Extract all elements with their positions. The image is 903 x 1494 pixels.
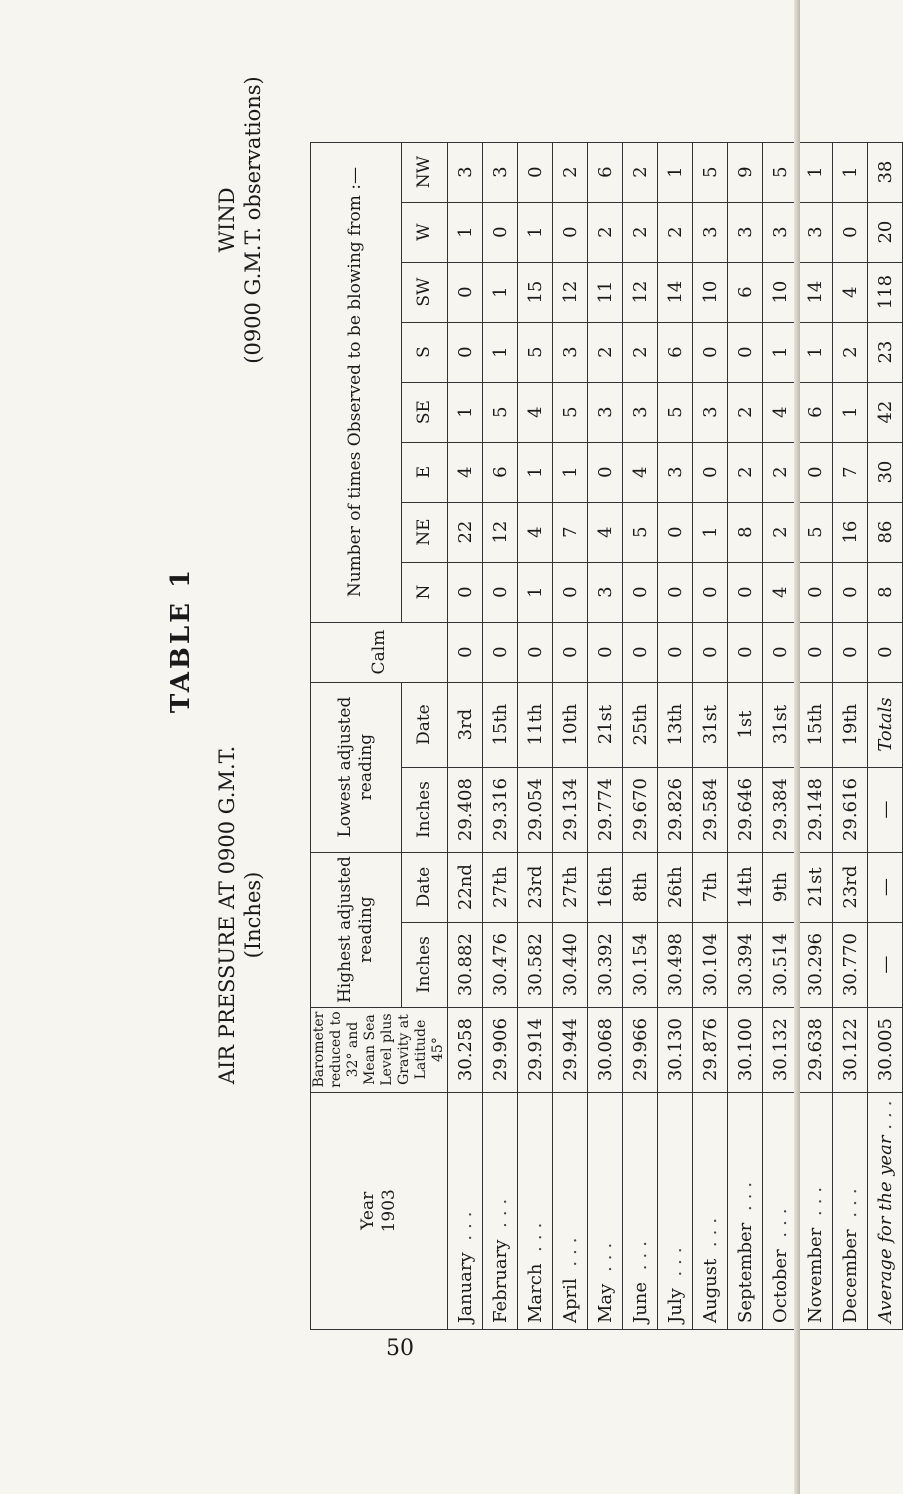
- cell-low-date: 31st: [763, 682, 798, 767]
- average-label: Average for the year ...: [868, 1092, 903, 1329]
- dir-nw-header: NW: [401, 142, 447, 202]
- cell-barometer: 29.638: [798, 1007, 833, 1092]
- cell-calm: 0: [658, 622, 693, 682]
- cell-s: 2: [833, 322, 868, 382]
- average-ne: 86: [868, 502, 903, 562]
- cell-n: 0: [483, 562, 518, 622]
- wind-count-header: Number of times Observed to be blowing from :—: [311, 142, 402, 622]
- cell-w: 0: [833, 202, 868, 262]
- cell-se: 5: [553, 382, 588, 442]
- cell-high-date: 16th: [588, 852, 623, 922]
- cell-low-inches: 29.316: [483, 767, 518, 852]
- table-row: [763, 142, 798, 1329]
- cell-sw: 14: [798, 262, 833, 322]
- cell-s: 3: [553, 322, 588, 382]
- cell-high-inches: 30.514: [763, 922, 798, 1007]
- cell-s: 0: [728, 322, 763, 382]
- cell-se: 3: [623, 382, 658, 442]
- cell-high-inches: 30.104: [693, 922, 728, 1007]
- average-s: 23: [868, 322, 903, 382]
- wind-subtitle: (0900 G.M.T. observations): [241, 76, 265, 364]
- cell-n: 0: [448, 562, 483, 622]
- cell-high-date: 27th: [553, 852, 588, 922]
- air-pressure-units: (Inches): [241, 871, 265, 959]
- month-cell: January ...: [448, 1092, 483, 1329]
- cell-se: 2: [728, 382, 763, 442]
- cell-s: 6: [658, 322, 693, 382]
- cell-w: 3: [763, 202, 798, 262]
- cell-low-inches: 29.054: [518, 767, 553, 852]
- cell-se: 4: [763, 382, 798, 442]
- cell-sw: 10: [693, 262, 728, 322]
- cell-calm: 0: [763, 622, 798, 682]
- cell-calm: 0: [553, 622, 588, 682]
- cell-n: 0: [658, 562, 693, 622]
- highest-date-header: Date: [401, 852, 447, 922]
- table-row: [658, 142, 693, 1329]
- cell-high-date: 9th: [763, 852, 798, 922]
- cell-low-date: 13th: [658, 682, 693, 767]
- cell-se: 3: [693, 382, 728, 442]
- cell-barometer: 30.068: [588, 1007, 623, 1092]
- cell-barometer: 29.966: [623, 1007, 658, 1092]
- cell-se: 1: [448, 382, 483, 442]
- cell-e: 4: [623, 442, 658, 502]
- cell-e: 7: [833, 442, 868, 502]
- table-caption: [160, 0, 300, 1330]
- month-name: November: [804, 1227, 826, 1323]
- cell-barometer: 29.906: [483, 1007, 518, 1092]
- month-cell: March ...: [518, 1092, 553, 1329]
- month-name: January: [454, 1252, 476, 1323]
- cell-calm: 0: [623, 622, 658, 682]
- month-cell: June ...: [623, 1092, 658, 1329]
- cell-nw: 1: [798, 142, 833, 202]
- cell-low-date: 10th: [553, 682, 588, 767]
- cell-sw: 4: [833, 262, 868, 322]
- cell-high-inches: 30.440: [553, 922, 588, 1007]
- cell-high-date: 26th: [658, 852, 693, 922]
- cell-low-date: 25th: [623, 682, 658, 767]
- cell-n: 0: [693, 562, 728, 622]
- cell-barometer: 30.130: [658, 1007, 693, 1092]
- cell-calm: 0: [518, 622, 553, 682]
- cell-sw: 12: [553, 262, 588, 322]
- cell-low-date: 19th: [833, 682, 868, 767]
- page-edge-shadow: [794, 0, 800, 1494]
- cell-w: 3: [798, 202, 833, 262]
- cell-se: 6: [798, 382, 833, 442]
- cell-barometer: 30.122: [833, 1007, 868, 1092]
- cell-sw: 6: [728, 262, 763, 322]
- cell-low-date: 31st: [693, 682, 728, 767]
- cell-s: 5: [518, 322, 553, 382]
- cell-se: 5: [658, 382, 693, 442]
- cell-e: 0: [588, 442, 623, 502]
- highest-inches-header: Inches: [401, 922, 447, 1007]
- dir-sw-header: SW: [401, 262, 447, 322]
- cell-n: 4: [763, 562, 798, 622]
- cell-calm: 0: [728, 622, 763, 682]
- cell-low-date: 3rd: [448, 682, 483, 767]
- month-name: October: [769, 1249, 791, 1323]
- table-row: [483, 142, 518, 1329]
- average-nw: 38: [868, 142, 903, 202]
- cell-low-inches: 29.408: [448, 767, 483, 852]
- cell-ne: 5: [798, 502, 833, 562]
- cell-calm: 0: [693, 622, 728, 682]
- month-cell: October ...: [763, 1092, 798, 1329]
- cell-se: 1: [833, 382, 868, 442]
- cell-low-inches: 29.584: [693, 767, 728, 852]
- cell-high-inches: 30.394: [728, 922, 763, 1007]
- cell-nw: 9: [728, 142, 763, 202]
- cell-nw: 6: [588, 142, 623, 202]
- average-barometer: 30.005: [868, 1007, 903, 1092]
- cell-calm: 0: [448, 622, 483, 682]
- cell-low-date: 21st: [588, 682, 623, 767]
- cell-ne: 8: [728, 502, 763, 562]
- average-n: 8: [868, 562, 903, 622]
- dir-ne-header: NE: [401, 502, 447, 562]
- cell-ne: 22: [448, 502, 483, 562]
- month-name: July: [664, 1288, 686, 1323]
- cell-barometer: 29.876: [693, 1007, 728, 1092]
- average-label-text: Average for the year: [874, 1135, 896, 1323]
- air-pressure-title: AIR PRESSURE AT 0900 G.M.T.: [215, 745, 239, 1085]
- cell-s: 1: [763, 322, 798, 382]
- cell-low-date: 15th: [798, 682, 833, 767]
- cell-calm: 0: [798, 622, 833, 682]
- cell-low-inches: 29.616: [833, 767, 868, 852]
- air-pressure-title-block: [214, 675, 266, 1155]
- lowest-header: Lowest adjusted reading: [311, 682, 402, 852]
- average-high-inches: —: [868, 922, 903, 1007]
- cell-nw: 5: [763, 142, 798, 202]
- year-header: [311, 1092, 448, 1329]
- table-title: TABLE 1: [166, 566, 196, 714]
- table-row: [833, 142, 868, 1329]
- cell-high-inches: 30.498: [658, 922, 693, 1007]
- weather-table: [310, 142, 903, 1330]
- average-w: 20: [868, 202, 903, 262]
- table-row: [588, 142, 623, 1329]
- cell-se: 5: [483, 382, 518, 442]
- table-row: [798, 142, 833, 1329]
- cell-s: 1: [483, 322, 518, 382]
- table-row: [448, 142, 483, 1329]
- month-name: June: [629, 1281, 651, 1323]
- cell-high-date: 21st: [798, 852, 833, 922]
- cell-high-inches: 30.296: [798, 922, 833, 1007]
- month-name: May: [594, 1283, 616, 1323]
- month-name: September: [734, 1222, 756, 1323]
- cell-n: 0: [833, 562, 868, 622]
- month-name: March: [524, 1263, 546, 1323]
- cell-n: 1: [518, 562, 553, 622]
- cell-ne: 5: [623, 502, 658, 562]
- cell-e: 3: [658, 442, 693, 502]
- cell-nw: 2: [623, 142, 658, 202]
- table-row: [518, 142, 553, 1329]
- cell-high-date: 23rd: [833, 852, 868, 922]
- highest-header: Highest adjusted reading: [311, 852, 402, 1007]
- cell-high-date: 22nd: [448, 852, 483, 922]
- cell-sw: 10: [763, 262, 798, 322]
- cell-w: 2: [658, 202, 693, 262]
- cell-ne: 7: [553, 502, 588, 562]
- cell-ne: 1: [693, 502, 728, 562]
- month-cell: May ...: [588, 1092, 623, 1329]
- table-body: [448, 142, 903, 1329]
- year-value: 1903: [379, 1189, 399, 1233]
- cell-barometer: 30.258: [448, 1007, 483, 1092]
- dir-w-header: W: [401, 202, 447, 262]
- page-number: 50: [386, 1336, 414, 1361]
- cell-low-inches: 29.646: [728, 767, 763, 852]
- dir-se-header: SE: [401, 382, 447, 442]
- cell-s: 2: [623, 322, 658, 382]
- rotated-table-region: [160, 0, 896, 1330]
- cell-n: 0: [623, 562, 658, 622]
- cell-se: 3: [588, 382, 623, 442]
- cell-n: 0: [728, 562, 763, 622]
- month-name: February: [489, 1239, 511, 1323]
- cell-e: 0: [693, 442, 728, 502]
- lowest-date-header: Date: [401, 682, 447, 767]
- cell-high-date: 14th: [728, 852, 763, 922]
- cell-calm: 0: [588, 622, 623, 682]
- average-low-inches: —: [868, 767, 903, 852]
- dir-s-header: S: [401, 322, 447, 382]
- cell-s: 1: [798, 322, 833, 382]
- cell-ne: 2: [763, 502, 798, 562]
- cell-n: 0: [553, 562, 588, 622]
- cell-high-date: 27th: [483, 852, 518, 922]
- cell-nw: 1: [833, 142, 868, 202]
- table-row: [553, 142, 588, 1329]
- cell-low-inches: 29.148: [798, 767, 833, 852]
- cell-s: 2: [588, 322, 623, 382]
- barometer-header: Barometer reduced to 32° and Mean Sea Level plus Gravity at Latitude 45°: [311, 1007, 448, 1092]
- cell-high-inches: 30.770: [833, 922, 868, 1007]
- cell-high-date: 23rd: [518, 852, 553, 922]
- average-high-date: —: [868, 852, 903, 922]
- cell-w: 0: [553, 202, 588, 262]
- cell-high-inches: 30.392: [588, 922, 623, 1007]
- average-se: 42: [868, 382, 903, 442]
- cell-n: 3: [588, 562, 623, 622]
- cell-e: 1: [553, 442, 588, 502]
- cell-sw: 11: [588, 262, 623, 322]
- cell-sw: 12: [623, 262, 658, 322]
- cell-ne: 0: [658, 502, 693, 562]
- cell-ne: 4: [588, 502, 623, 562]
- cell-ne: 12: [483, 502, 518, 562]
- cell-sw: 0: [448, 262, 483, 322]
- cell-sw: 14: [658, 262, 693, 322]
- month-cell: July ...: [658, 1092, 693, 1329]
- cell-low-inches: 29.774: [588, 767, 623, 852]
- cell-high-inches: 30.582: [518, 922, 553, 1007]
- cell-calm: 0: [483, 622, 518, 682]
- cell-sw: 15: [518, 262, 553, 322]
- average-calm: 0: [868, 622, 903, 682]
- average-e: 30: [868, 442, 903, 502]
- cell-high-inches: 30.882: [448, 922, 483, 1007]
- cell-w: 1: [518, 202, 553, 262]
- cell-e: 1: [518, 442, 553, 502]
- cell-e: 2: [728, 442, 763, 502]
- cell-low-date: 1st: [728, 682, 763, 767]
- cell-e: 0: [798, 442, 833, 502]
- cell-se: 4: [518, 382, 553, 442]
- cell-low-inches: 29.826: [658, 767, 693, 852]
- cell-high-inches: 30.476: [483, 922, 518, 1007]
- cell-high-inches: 30.154: [623, 922, 658, 1007]
- wind-title-block: [214, 0, 266, 490]
- month-name: April: [559, 1278, 581, 1323]
- month-cell: August ...: [693, 1092, 728, 1329]
- cell-low-date: 15th: [483, 682, 518, 767]
- year-label: Year: [358, 1191, 378, 1230]
- cell-nw: 3: [448, 142, 483, 202]
- cell-low-inches: 29.134: [553, 767, 588, 852]
- month-cell: September ...: [728, 1092, 763, 1329]
- cell-e: 4: [448, 442, 483, 502]
- cell-high-date: 7th: [693, 852, 728, 922]
- wind-title: WIND: [215, 187, 239, 253]
- cell-e: 2: [763, 442, 798, 502]
- cell-nw: 2: [553, 142, 588, 202]
- lowest-inches-header: Inches: [401, 767, 447, 852]
- table-row: [623, 142, 658, 1329]
- cell-barometer: 30.100: [728, 1007, 763, 1092]
- cell-w: 2: [623, 202, 658, 262]
- header-row-1: [311, 142, 402, 1329]
- month-cell: November ...: [798, 1092, 833, 1329]
- cell-s: 0: [693, 322, 728, 382]
- average-sw: 118: [868, 262, 903, 322]
- month-cell: December ...: [833, 1092, 868, 1329]
- cell-w: 2: [588, 202, 623, 262]
- cell-low-inches: 29.670: [623, 767, 658, 852]
- table-row: [728, 142, 763, 1329]
- cell-high-date: 8th: [623, 852, 658, 922]
- cell-ne: 4: [518, 502, 553, 562]
- dir-n-header: N: [401, 562, 447, 622]
- month-cell: April ...: [553, 1092, 588, 1329]
- cell-sw: 1: [483, 262, 518, 322]
- cell-nw: 1: [658, 142, 693, 202]
- month-name: December: [839, 1229, 861, 1323]
- month-cell: February ...: [483, 1092, 518, 1329]
- cell-nw: 3: [483, 142, 518, 202]
- cell-e: 6: [483, 442, 518, 502]
- dir-e-header: E: [401, 442, 447, 502]
- cell-nw: 5: [693, 142, 728, 202]
- cell-w: 1: [448, 202, 483, 262]
- cell-w: 0: [483, 202, 518, 262]
- table-row: [693, 142, 728, 1329]
- month-name: August: [699, 1258, 721, 1323]
- cell-low-date: 11th: [518, 682, 553, 767]
- calm-header: Calm: [311, 622, 448, 682]
- cell-barometer: 30.132: [763, 1007, 798, 1092]
- cell-barometer: 29.944: [553, 1007, 588, 1092]
- cell-s: 0: [448, 322, 483, 382]
- cell-w: 3: [728, 202, 763, 262]
- average-low-date: Totals: [868, 682, 903, 767]
- cell-n: 0: [798, 562, 833, 622]
- average-row: [868, 142, 903, 1329]
- cell-w: 3: [693, 202, 728, 262]
- cell-low-inches: 29.384: [763, 767, 798, 852]
- cell-barometer: 29.914: [518, 1007, 553, 1092]
- cell-ne: 16: [833, 502, 868, 562]
- cell-calm: 0: [833, 622, 868, 682]
- cell-nw: 0: [518, 142, 553, 202]
